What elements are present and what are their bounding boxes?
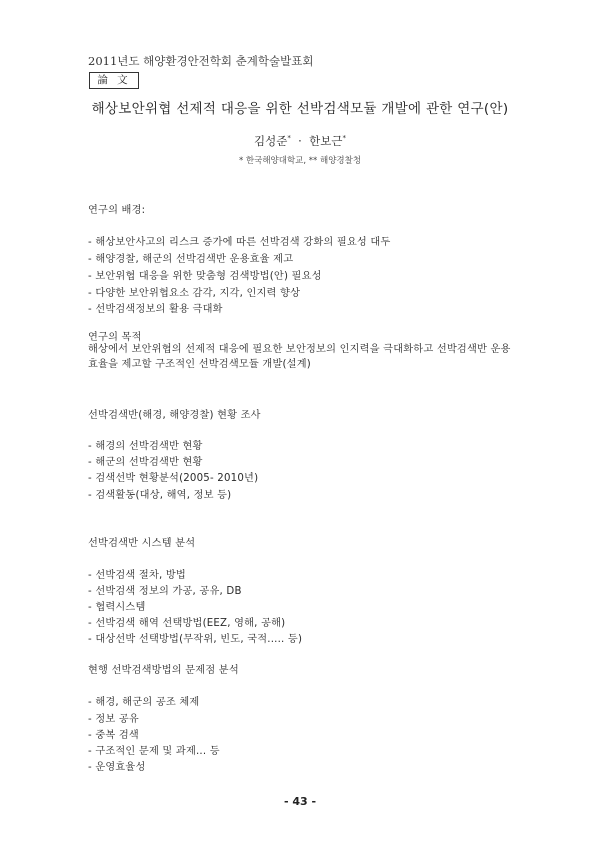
list-item: - 선박검색 정보의 가공, 공유, DB xyxy=(88,586,242,597)
list-item: - 보안위협 대응을 위한 맞춤형 검색방법(안) 필요성 xyxy=(88,271,322,282)
affiliation: * 한국해양대학교, ** 해양경찰청 xyxy=(238,156,362,166)
list-item: - 해군의 선박검색반 현황 xyxy=(88,457,203,468)
list-item: - 해경의 선박검색반 현황 xyxy=(88,441,203,452)
list-item: - 해상보안사고의 리스크 증가에 따른 선박검색 강화의 필요성 대두 xyxy=(88,237,391,248)
author-mark: * xyxy=(342,134,346,143)
author-separator: · xyxy=(298,134,302,148)
list-item: - 검색활동(대상, 해역, 정보 등) xyxy=(88,490,232,501)
section-heading-problems: 현행 선박검색방법의 문제점 분석 xyxy=(88,665,239,676)
conference-name: 2011년도 해양환경안전학회 춘계학술발표회 xyxy=(88,54,314,68)
list-item: - 구조적인 문제 및 과제... 등 xyxy=(88,746,220,757)
paper-title: 해상보안위협 선제적 대응을 위한 선박검색모듈 개발에 관한 연구(안) xyxy=(91,101,509,117)
list-item: - 선박검색 절차, 방법 xyxy=(88,570,186,581)
page-number: - 43 - xyxy=(283,795,317,808)
list-item: - 선박검색정보의 활용 극대화 xyxy=(88,304,223,315)
section-heading-system: 선박검색반 시스템 분석 xyxy=(88,538,196,549)
list-item: - 중복 검색 xyxy=(88,730,139,741)
list-item: - 다양한 보안위협요소 감각, 지각, 인지력 향상 xyxy=(88,288,301,299)
purpose-text: 해상에서 보안위협의 선제적 대응에 필요한 보안정보의 인지력을 극대화하고 선박검색반 운용 효율을 제고할 구조적인 선박검색모듈 개발(설계) xyxy=(88,344,511,370)
list-item: - 검색선박 현황분석(2005- 2010년) xyxy=(88,473,259,484)
section-heading-background: 연구의 배경: xyxy=(88,205,146,216)
author-name: 김성준 xyxy=(254,134,288,148)
section-heading-survey: 선박검색반(해경, 해양경찰) 현황 조사 xyxy=(88,410,261,421)
author-name: 한보근 xyxy=(309,134,343,148)
list-item: - 해양경찰, 해군의 선박검색반 운용효율 제고 xyxy=(88,254,294,265)
section-heading-purpose: 연구의 목적 xyxy=(88,332,142,343)
author-list xyxy=(0,133,600,149)
list-item: - 선박검색 해역 선택방법(EEZ, 영해, 공해) xyxy=(88,618,286,629)
list-item: - 대상선박 선택방법(무작위, 빈도, 국적..... 등) xyxy=(88,634,303,645)
list-item: - 정보 공유 xyxy=(88,714,139,725)
list-item: - 운영효율성 xyxy=(88,762,146,773)
author-mark: * xyxy=(287,134,291,143)
paper-type-badge: 論 文 xyxy=(89,72,139,89)
list-item: - 해경, 해군의 공조 체제 xyxy=(88,697,200,708)
list-item: - 협력시스템 xyxy=(88,602,146,613)
